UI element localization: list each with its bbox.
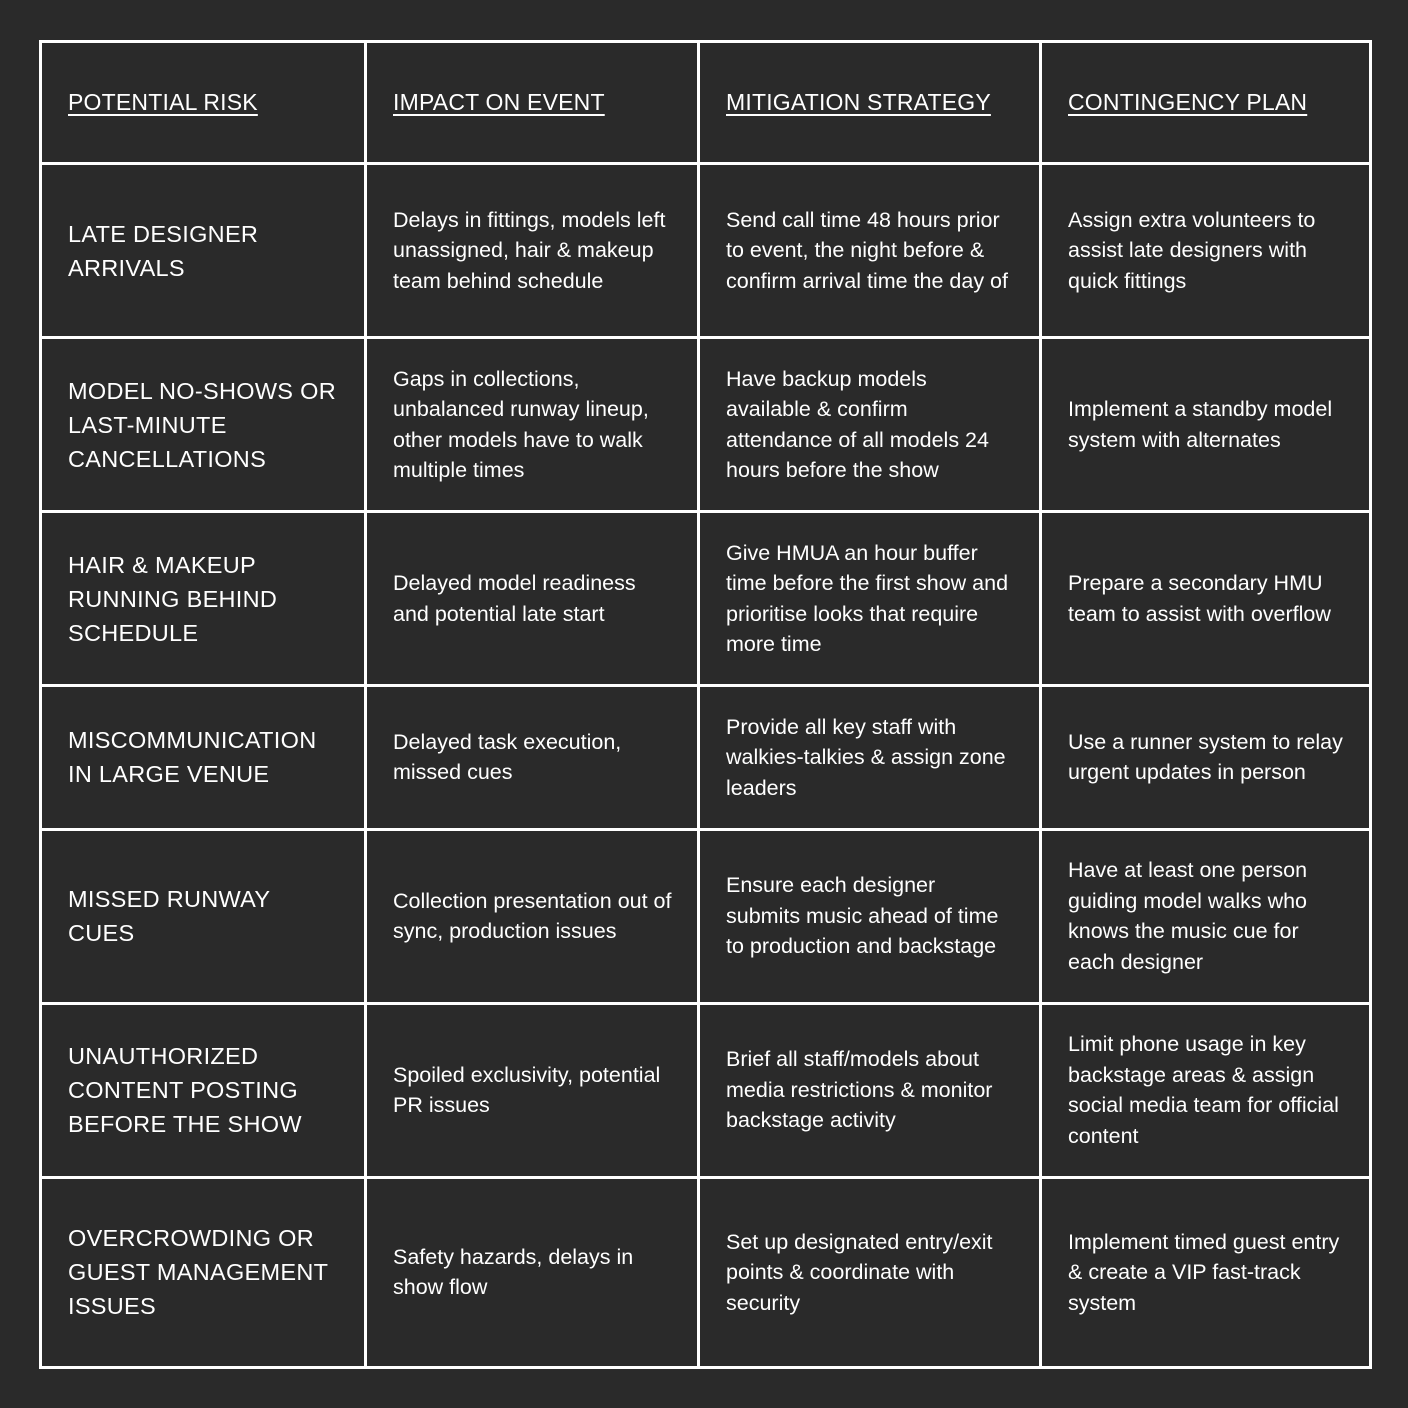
impact-cell: Delayed model readiness and potential late start [366, 512, 699, 686]
risk-cell: HAIR & MAKEUP RUNNING BEHIND SCHEDULE [41, 512, 366, 686]
impact-cell: Delayed task execution, missed cues [366, 686, 699, 829]
contingency-cell: Use a runner system to relay urgent updates in person [1041, 686, 1371, 829]
mitigation-cell: Provide all key staff with walkies-talkies & assign zone leaders [699, 686, 1041, 829]
risk-cell: MODEL NO-SHOWS OR LAST-MINUTE CANCELLATIONS [41, 338, 366, 512]
table-row [41, 512, 1371, 686]
mitigation-cell: Give HMUA an hour buffer time before the first show and prioritise looks that require more time [699, 512, 1041, 686]
mitigation-cell: Ensure each designer submits music ahead of time to production and backstage [699, 829, 1041, 1003]
contingency-cell: Have at least one person guiding model walks who knows the music cue for each designer [1041, 829, 1371, 1003]
risk-cell: MISSED RUNWAY CUES [41, 829, 366, 1003]
mitigation-cell: Have backup models available & confirm attendance of all models 24 hours before the show [699, 338, 1041, 512]
header-contingency-plan: CONTINGENCY PLAN [1041, 42, 1371, 164]
contingency-cell: Assign extra volunteers to assist late designers with quick fittings [1041, 164, 1371, 338]
header-mitigation-strategy: MITIGATION STRATEGY [699, 42, 1041, 164]
impact-cell: Gaps in collections, unbalanced runway lineup, other models have to walk multiple times [366, 338, 699, 512]
header-impact-on-event: IMPACT ON EVENT [366, 42, 699, 164]
table-row [41, 686, 1371, 829]
header-row [41, 42, 1371, 164]
header-potential-risk: POTENTIAL RISK [41, 42, 366, 164]
risk-cell: OVERCROWDING OR GUEST MANAGEMENT ISSUES [41, 1177, 366, 1367]
mitigation-cell: Set up designated entry/exit points & coordinate with security [699, 1177, 1041, 1367]
table-row [41, 164, 1371, 338]
mitigation-cell: Send call time 48 hours prior to event, the night before & confirm arrival time the day of [699, 164, 1041, 338]
contingency-cell: Implement a standby model system with alternates [1041, 338, 1371, 512]
impact-cell: Safety hazards, delays in show flow [366, 1177, 699, 1367]
mitigation-cell: Brief all staff/models about media restrictions & monitor backstage activity [699, 1003, 1041, 1177]
risk-cell: UNAUTHORIZED CONTENT POSTING BEFORE THE SHOW [41, 1003, 366, 1177]
table-row [41, 829, 1371, 1003]
impact-cell: Spoiled exclusivity, potential PR issues [366, 1003, 699, 1177]
contingency-cell: Limit phone usage in key backstage areas & assign social media team for official content [1041, 1003, 1371, 1177]
risk-cell: MISCOMMUNICATION IN LARGE VENUE [41, 686, 366, 829]
table-row [41, 1003, 1371, 1177]
impact-cell: Delays in fittings, models left unassigned, hair & makeup team behind schedule [366, 164, 699, 338]
risk-table [39, 40, 1372, 1369]
table-row [41, 338, 1371, 512]
table-row [41, 1177, 1371, 1367]
contingency-cell: Prepare a secondary HMU team to assist with overflow [1041, 512, 1371, 686]
risk-cell: LATE DESIGNER ARRIVALS [41, 164, 366, 338]
contingency-cell: Implement timed guest entry & create a VIP fast-track system [1041, 1177, 1371, 1367]
impact-cell: Collection presentation out of sync, production issues [366, 829, 699, 1003]
